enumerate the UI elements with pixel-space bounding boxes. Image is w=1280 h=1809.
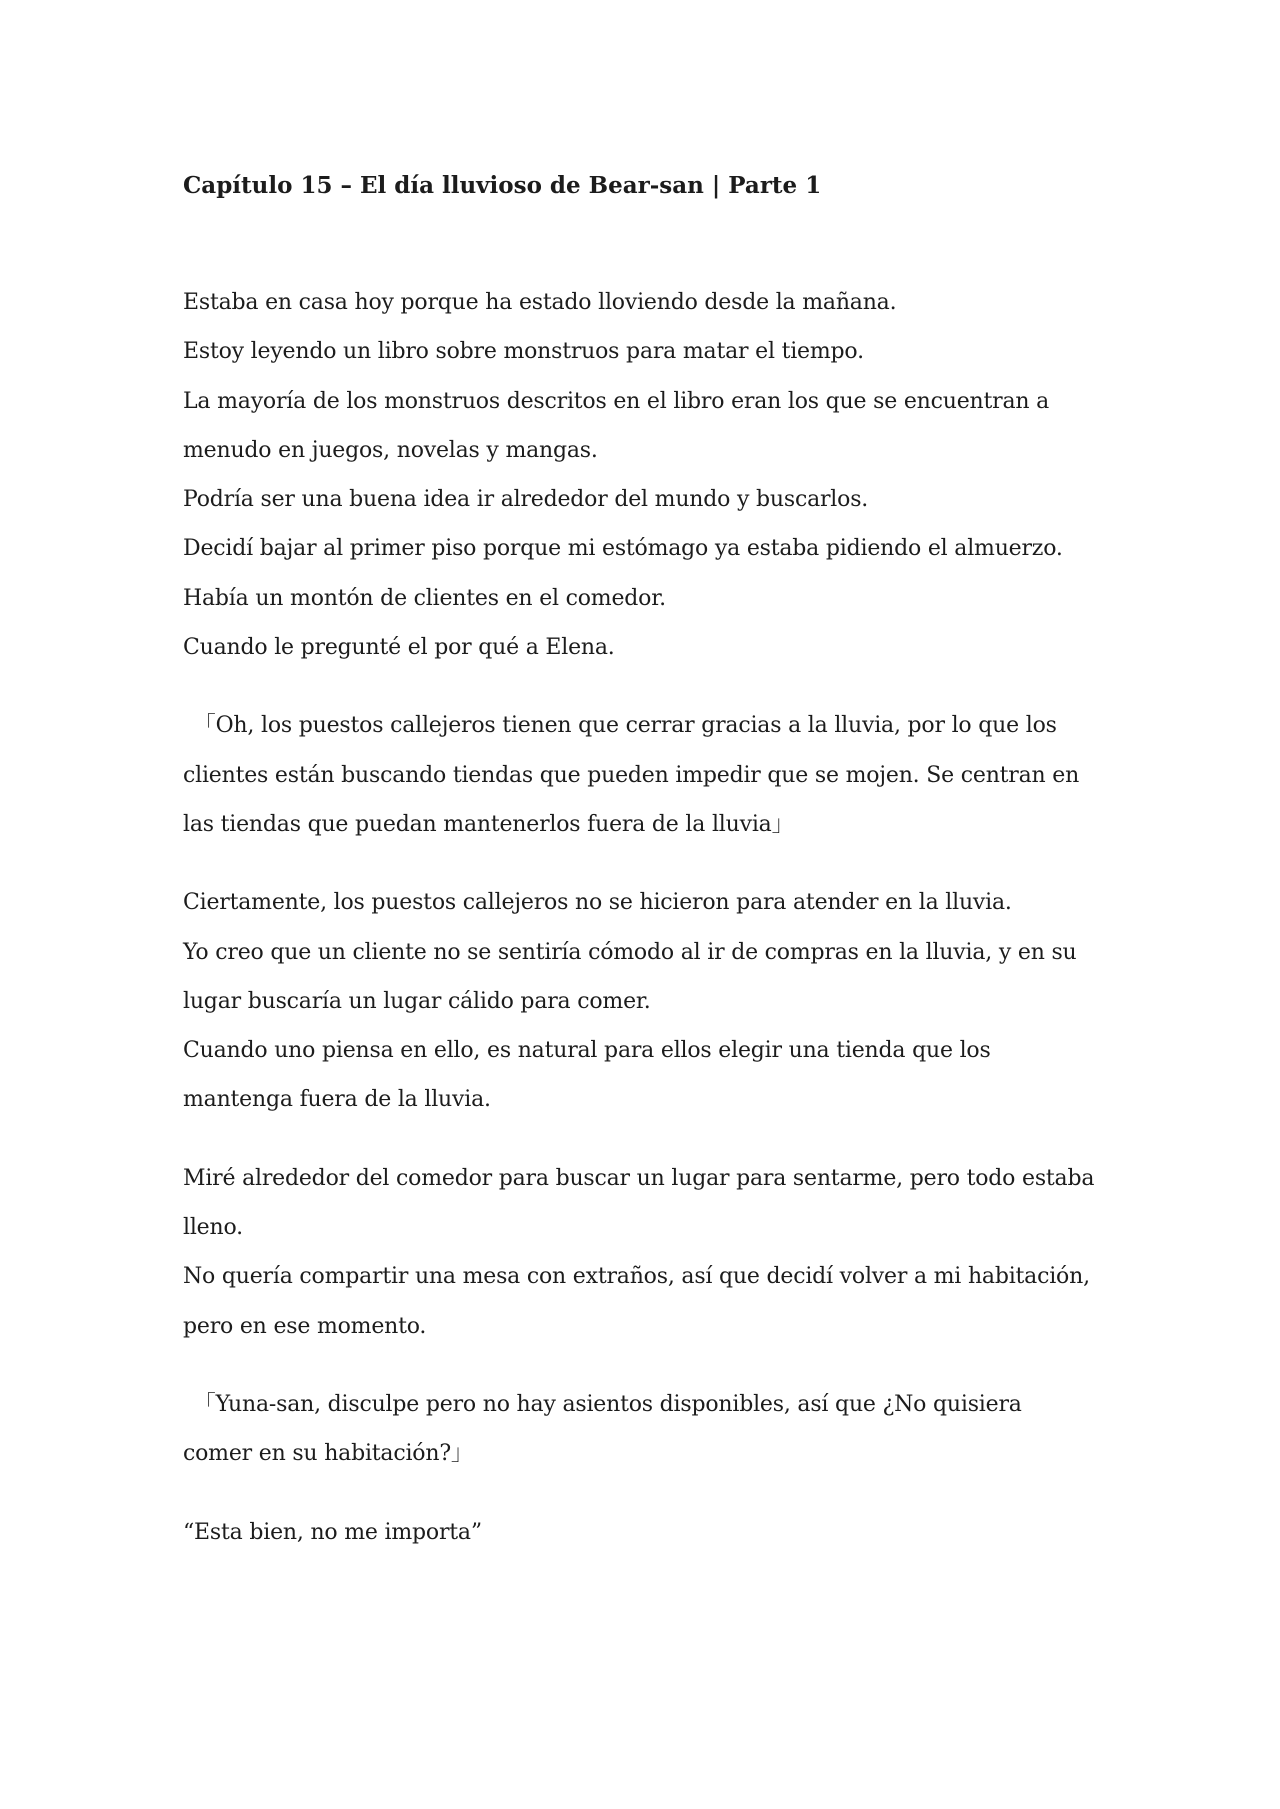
- text-line: Decidí bajar al primer piso porque mi estómago ya estaba pidiendo el almuerzo.: [183, 536, 1063, 562]
- text-line: menudo en juegos, novelas y mangas.: [183, 437, 598, 463]
- text-line: Yo creo que un cliente no se sentiría cómodo al ir de compras en la lluvia, y en su: [183, 939, 1077, 965]
- text-line: Cuando le pregunté el por qué a Elena.: [183, 635, 615, 661]
- paragraph-2-dialogue: [183, 701, 1123, 849]
- paragraph-spacer: [183, 1125, 1123, 1154]
- paragraph-6-dialogue: [183, 1508, 1123, 1557]
- text-line: No quería compartir una mesa con extraños, así que decidí volver a mi habitación,: [183, 1264, 1090, 1290]
- text-line: lleno.: [183, 1215, 243, 1241]
- paragraph-spacer: [183, 1479, 1123, 1508]
- text-line: lugar buscaría un lugar cálido para comer.: [183, 988, 651, 1014]
- text-line: La mayoría de los monstruos descritos en el libro eran los que se encuentran a: [183, 388, 1050, 414]
- text-line: Podría ser una buena idea ir alrededor del mundo y buscarlos.: [183, 487, 869, 513]
- text-line: mantenga fuera de la lluvia.: [183, 1087, 491, 1113]
- paragraph-spacer: [183, 1351, 1123, 1380]
- text-line: 「Yuna-san, disculpe pero no hay asientos disponibles, así que ¿No quisiera: [183, 1391, 1022, 1417]
- text-line: Cuando uno piensa en ello, es natural para ellos elegir una tienda que los: [183, 1038, 991, 1064]
- paragraph-3: [183, 878, 1123, 1124]
- text-line: pero en ese momento.: [183, 1313, 427, 1339]
- paragraph-1: [183, 278, 1123, 672]
- paragraph-spacer: [183, 849, 1123, 878]
- text-line: comer en su habitación?」: [183, 1441, 473, 1467]
- text-line: las tiendas que puedan mantenerlos fuera de la lluvia」: [183, 811, 794, 837]
- text-line: 「Oh, los puestos callejeros tienen que cerrar gracias a la lluvia, por lo que los: [183, 713, 1057, 739]
- text-line: clientes están buscando tiendas que pueden impedir que se mojen. Se centran en: [183, 762, 1080, 788]
- document-page: [183, 160, 1123, 1557]
- text-line: Ciertamente, los puestos callejeros no se hicieron para atender en la lluvia.: [183, 890, 1012, 916]
- text-line: Había un montón de clientes en el comedor.: [183, 585, 666, 611]
- text-line: “Esta bien, no me importa”: [183, 1519, 482, 1545]
- chapter-title: Capítulo 15 – El día lluvioso de Bear-san | Parte 1: [183, 172, 822, 199]
- paragraph-4: [183, 1154, 1123, 1351]
- text-line: Estoy leyendo un libro sobre monstruos para matar el tiempo.: [183, 339, 864, 365]
- paragraph-5-dialogue: [183, 1380, 1123, 1479]
- paragraph-spacer: [183, 672, 1123, 701]
- text-line: Estaba en casa hoy porque ha estado lloviendo desde la mañana.: [183, 290, 897, 315]
- text-line: Miré alrededor del comedor para buscar un lugar para sentarme, pero todo estaba: [183, 1165, 1095, 1191]
